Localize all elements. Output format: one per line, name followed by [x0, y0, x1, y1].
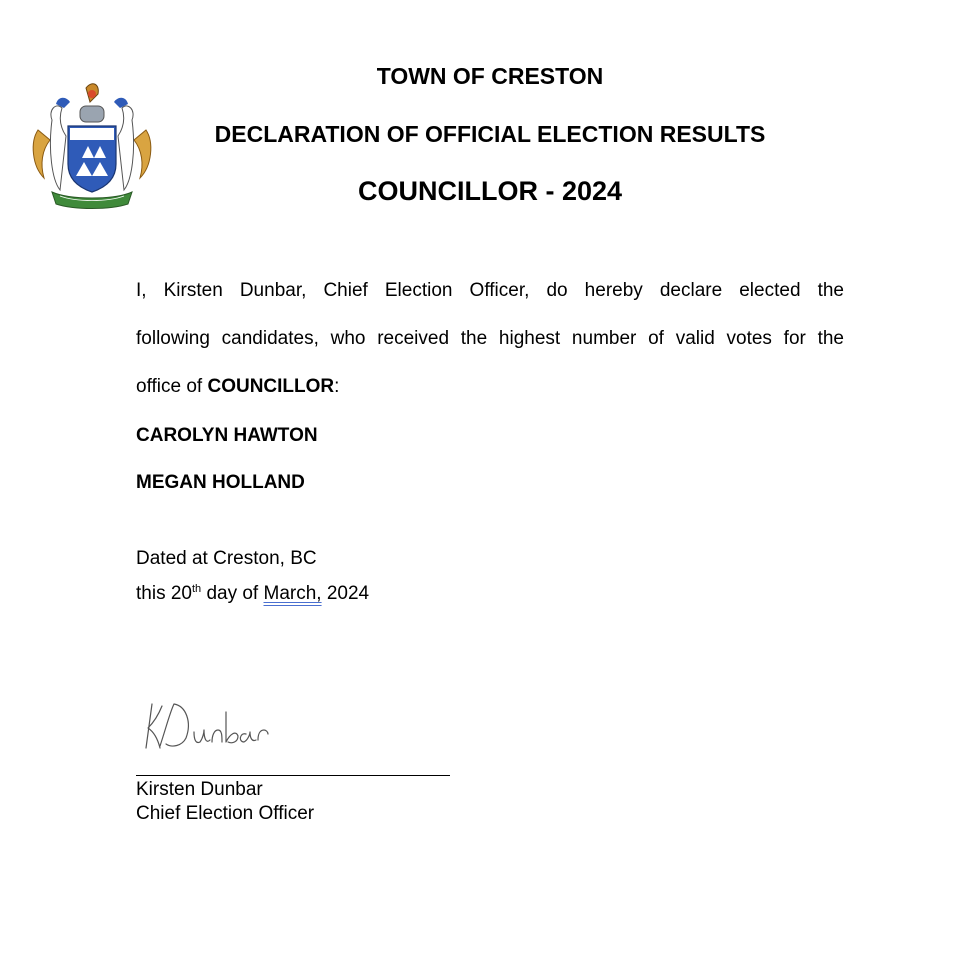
date-month: March,	[263, 583, 322, 604]
dated-date	[136, 576, 369, 611]
declaration-line-3	[136, 363, 844, 411]
declaration-line-1: I, Kirsten Dunbar, Chief Election Officer, do hereby declare elected the	[136, 280, 844, 301]
signer-title: Chief Election Officer	[136, 803, 315, 824]
handwritten-signature	[140, 698, 270, 754]
declaration-paragraph	[136, 267, 844, 411]
signer-block	[136, 778, 314, 826]
signature-line	[136, 775, 450, 776]
date-prefix: this 20	[136, 583, 192, 604]
declaration-line-2: following candidates, who received the highest number of valid votes for the	[136, 328, 844, 349]
document-title: DECLARATION OF OFFICIAL ELECTION RESULTS	[214, 121, 766, 147]
signer-name: Kirsten Dunbar	[136, 779, 263, 800]
date-middle: day of	[201, 583, 264, 604]
date-ordinal: th	[191, 583, 202, 595]
office-name: COUNCILLOR	[207, 376, 335, 397]
dated-block	[136, 541, 369, 611]
dated-place: Dated at Creston, BC	[136, 548, 317, 569]
elected-candidate: MEGAN HOLLAND	[136, 472, 305, 493]
municipality-heading: TOWN OF CRESTON	[376, 63, 604, 89]
elected-candidate: CAROLYN HAWTON	[136, 425, 318, 446]
date-year: 2024	[321, 583, 370, 604]
office-prefix: office of	[136, 376, 208, 397]
town-crest-logo	[30, 80, 154, 216]
office-year-heading: COUNCILLOR - 2024	[357, 176, 623, 206]
office-suffix: :	[334, 376, 340, 397]
